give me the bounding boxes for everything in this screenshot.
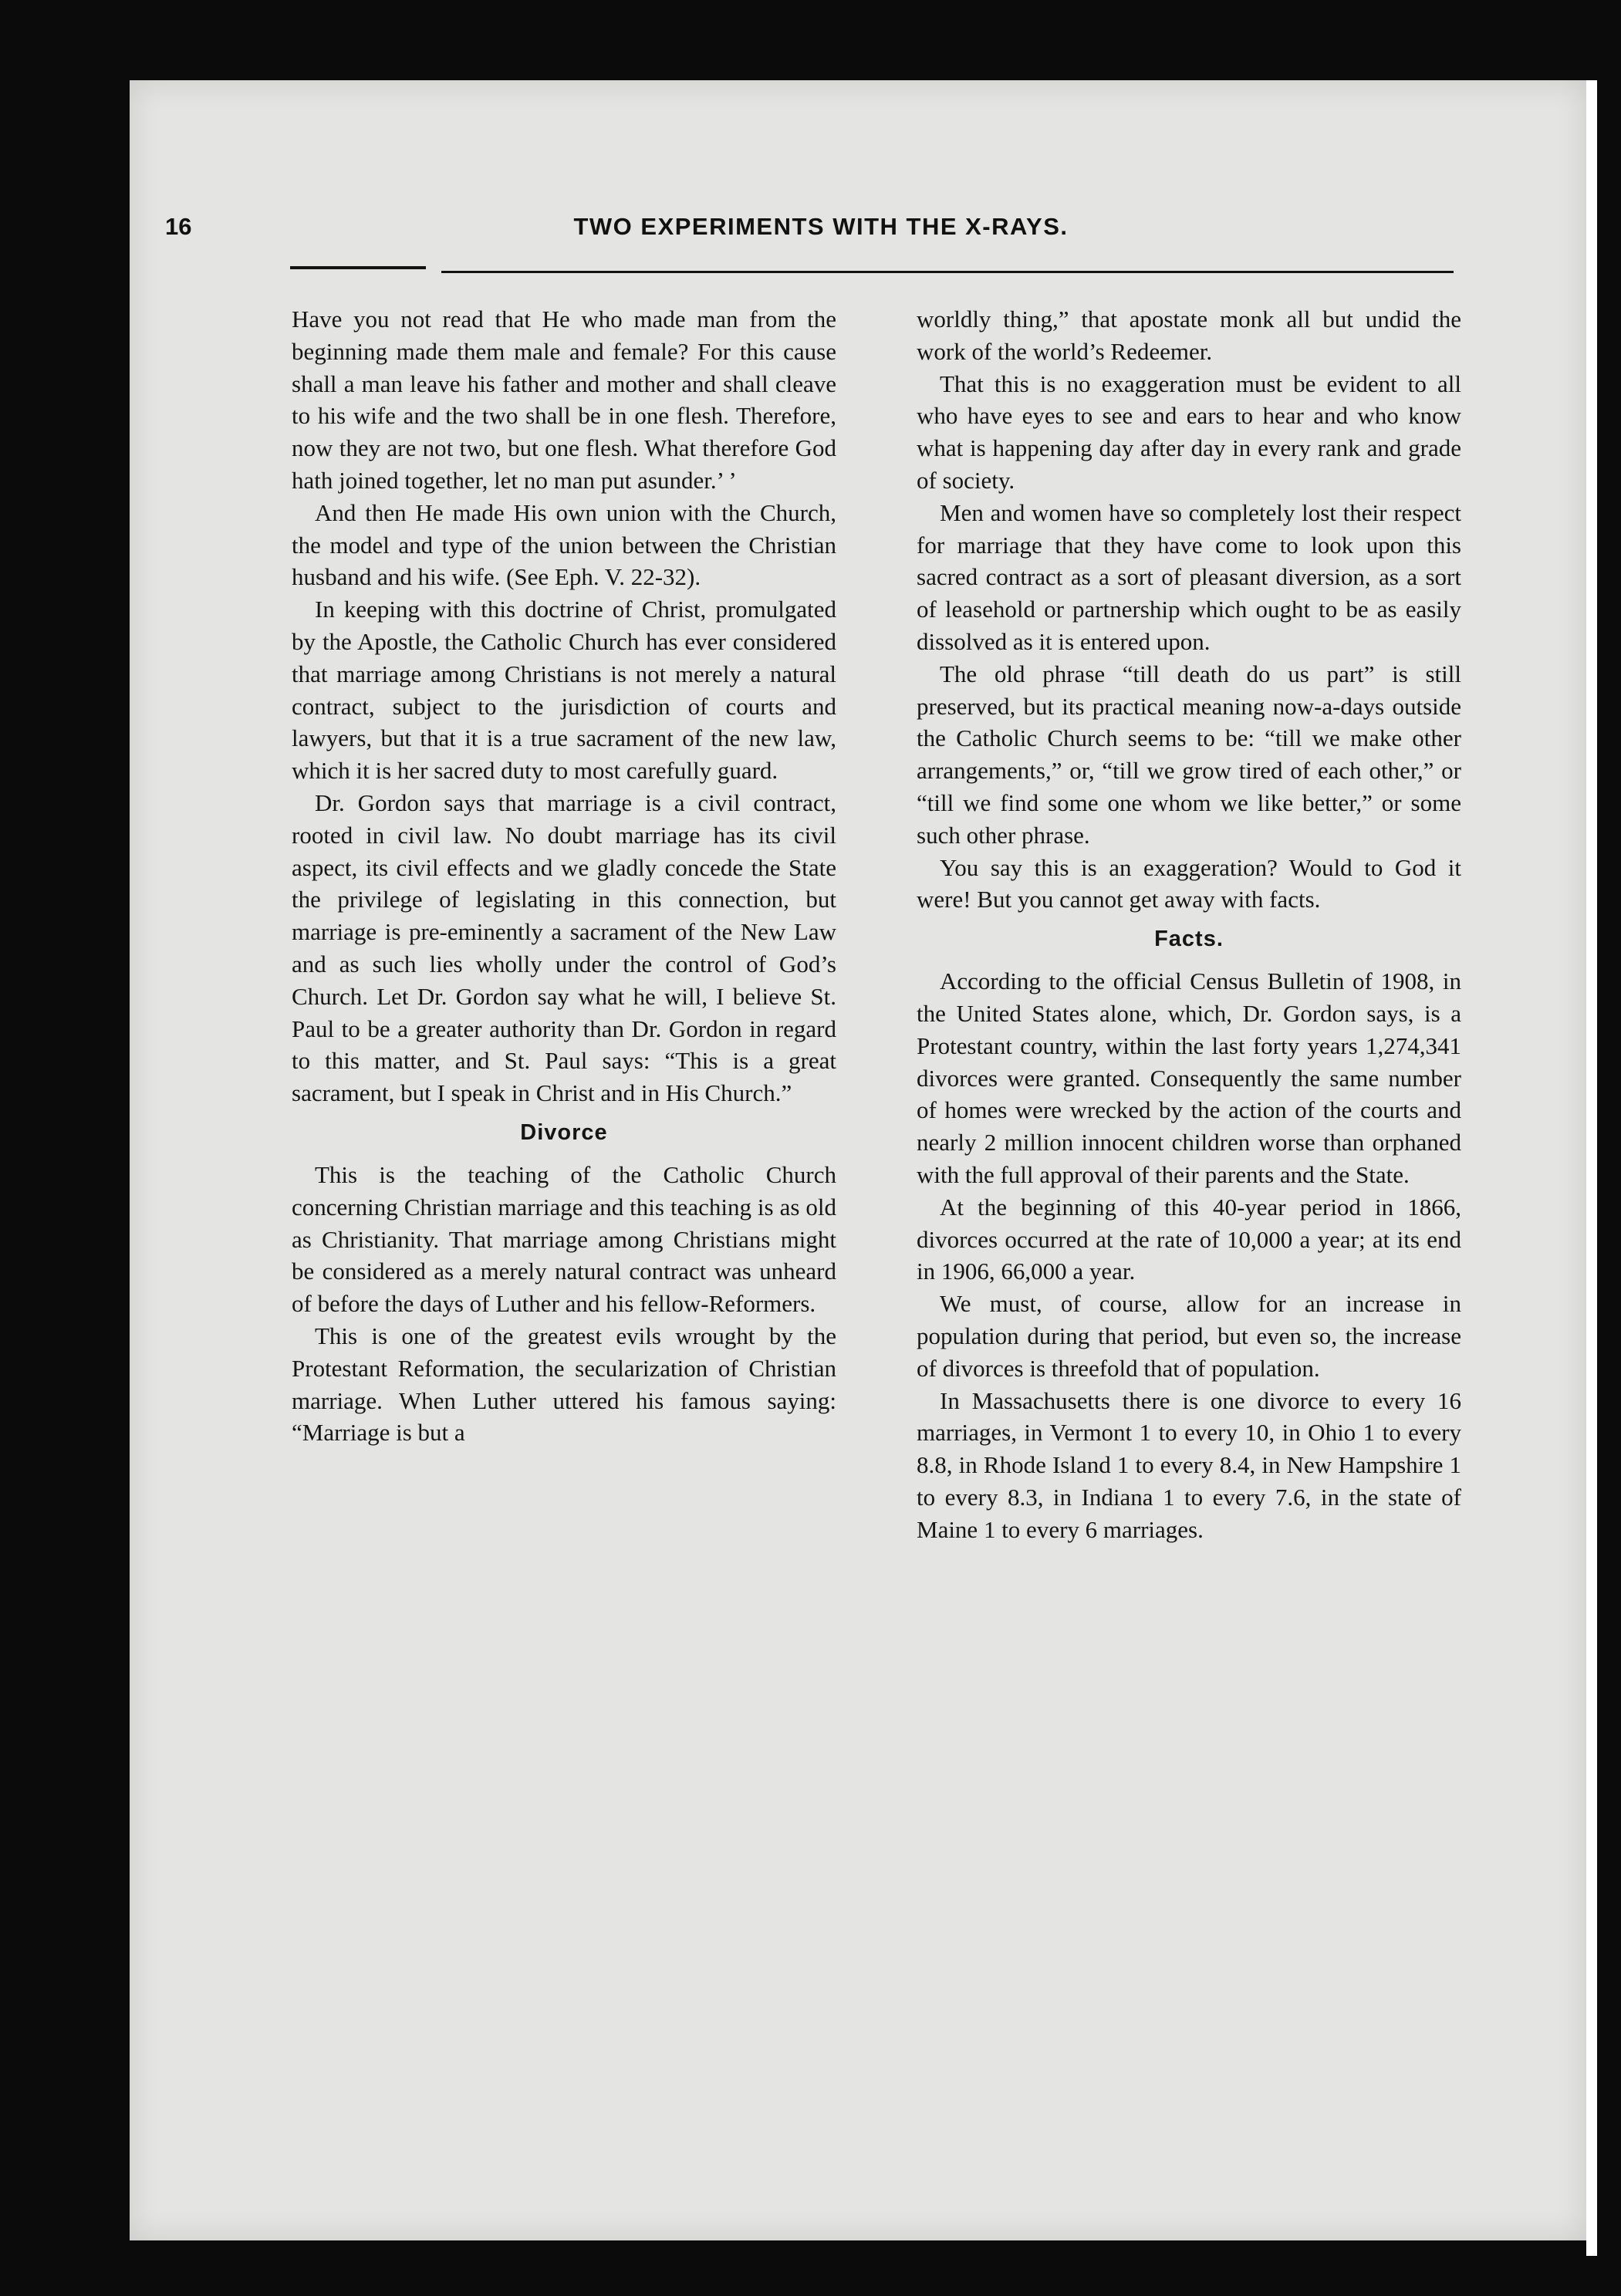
paragraph: That this is no exaggeration must be evident to all who have eyes to see and ears to hear and who know what is happening day after day in every rank and grade of society. bbox=[917, 370, 1461, 494]
section-heading-facts: Facts. bbox=[1154, 927, 1224, 952]
left-column bbox=[292, 303, 836, 1449]
page-number: 16 bbox=[165, 213, 192, 240]
page-edge bbox=[1586, 80, 1597, 2256]
section-heading-divorce: Divorce bbox=[520, 1119, 608, 1145]
running-title: TWO EXPERIMENTS WITH THE X-RAYS. bbox=[573, 213, 1069, 240]
page-header bbox=[165, 208, 1477, 247]
paragraph: This is the teaching of the Catholic Church concerning Christian marriage and this teaching is as old as Christianity. That marriage among Christians might be considered as a merely natural contract was unheard of before the days of Luther and his fellow-Reformers. bbox=[292, 1160, 836, 1318]
paragraph: And then He made His own union with the Church, the model and type of the union between the Christian husband and his wife. (See Eph. V. 22-32). bbox=[292, 498, 836, 591]
header-rule-short bbox=[290, 266, 426, 269]
paragraph: You say this is an exaggeration? Would to God it were! But you cannot get away with facts. bbox=[917, 853, 1461, 913]
paragraph: Dr. Gordon says that marriage is a civil contract, rooted in civil law. No doubt marriage has its civil aspect, its civil effects and we gladly concede the State the privilege of legislating in this connection, but marriage is pre-eminently a sacrament of the New Law and as such lies wholly under the control of God’s Church. Let Dr. Gordon say what he will, I believe St. Paul to be a greater authority than Dr. Gordon in regard to this matter, and St. Paul says: “This is a great sacrament, but I speak in Christ and in His Church.” bbox=[292, 788, 836, 1107]
paragraph: In Massachusetts there is one divorce to every 16 marriages, in Vermont 1 to every 10, in Ohio 1 to every 8.8, in Rhode Island 1 to every 8.4, in New Hampshire 1 to every 8.3, in Indiana 1 to every 7.6, in the state of Maine 1 to every 6 marriages. bbox=[917, 1386, 1461, 1543]
paragraph: worldly thing,” that apostate monk all but undid the work of the world’s Redeemer. bbox=[917, 306, 1461, 365]
paragraph: In keeping with this doctrine of Christ, promulgated by the Apostle, the Catholic Church has ever considered that marriage among Christians is not merely a natural contract, subject to the jurisdiction of courts and lawyers, but that it is a true sacrament of the new law, which it is her sacred duty to most carefully guard. bbox=[292, 596, 836, 785]
right-column bbox=[917, 303, 1461, 1545]
paragraph: We must, of course, allow for an increase in population during that period, but even so, the increase of divorces is threefold that of population. bbox=[917, 1290, 1461, 1382]
paragraph: Men and women have so completely lost their respect for marriage that they have come to look upon this sacred contract as a sort of pleasant diversion, as a sort of leasehold or partnership which ought to be as easily dissolved as it is entered upon. bbox=[917, 498, 1461, 655]
header-rule-long bbox=[441, 271, 1454, 273]
paragraph: At the beginning of this 40-year period in 1866, divorces occurred at the rate of 10,000 a year; at its end in 1906, 66,000 a year. bbox=[917, 1193, 1461, 1285]
paragraph: The old phrase “till death do us part” is still preserved, but its practical meaning now-a-days outside the Catholic Church seems to be: “till we make other arrangements,” or, “till we grow tired of each other,” or “till we find some one whom we like better,” or some such other phrase. bbox=[917, 660, 1461, 849]
paragraph: Have you not read that He who made man from the beginning made them male and female? For this cause shall a man leave his father and mother and shall cleave to his wife and the two shall be in one flesh. Therefore, now they are not two, but one flesh. What therefore God hath joined together, let no man put asunder.’ ’ bbox=[292, 306, 836, 494]
paragraph: This is one of the greatest evils wrought by the Protestant Reformation, the secularization of Christian marriage. When Luther uttered his famous saying: “Marriage is but a bbox=[292, 1322, 836, 1447]
paragraph: According to the official Census Bulletin of 1908, in the United States alone, which, Dr. Gordon says, is a Protestant country, within the last forty years 1,274,341 divorces were granted. Consequently the same number of homes were wrecked by the action of the courts and nearly 2 million innocent children worse than orphaned with the full approval of their parents and the State. bbox=[917, 967, 1461, 1188]
